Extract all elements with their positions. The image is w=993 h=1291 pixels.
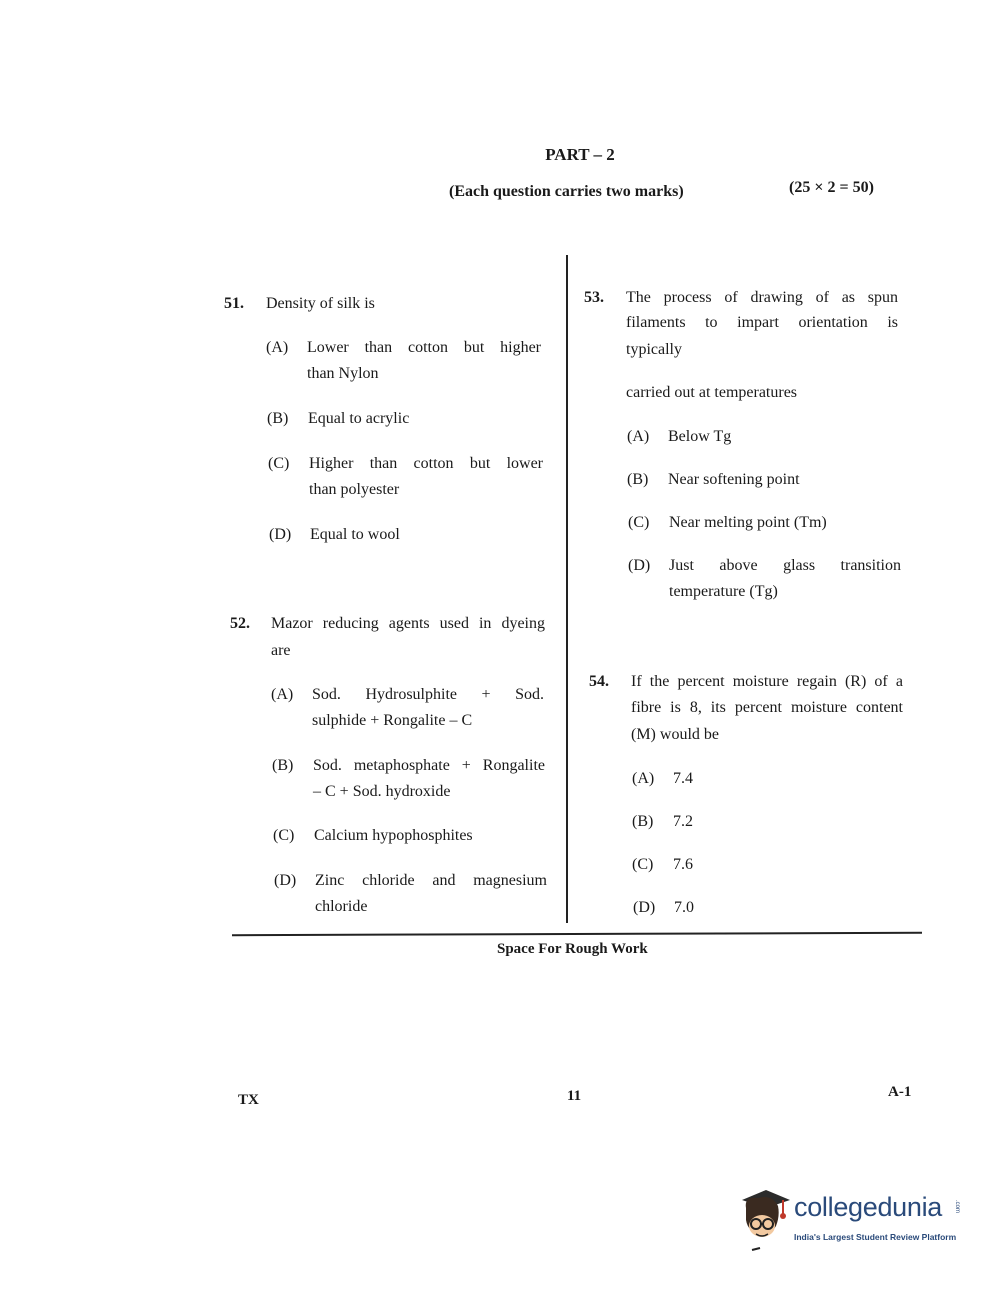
question-stem-cont: filaments to impart orientation is (626, 314, 898, 331)
question-number: 52. (230, 615, 250, 632)
marks-note: (Each question carries two marks) (449, 183, 684, 200)
part-title: PART – 2 (545, 145, 615, 164)
option-text: Near melting point (Tm) (669, 514, 827, 531)
question-stem: Mazor reducing agents used in dyeing (271, 615, 545, 632)
rough-work-divider (232, 932, 922, 936)
option-text: Sod. metaphosphate + Rongalite (313, 757, 545, 774)
option-text: 7.4 (673, 770, 693, 787)
option-text: Equal to acrylic (308, 410, 410, 427)
rough-work-label: Space For Rough Work (497, 941, 648, 957)
question-number: 53. (584, 289, 604, 306)
option-text: 7.0 (674, 899, 694, 916)
option-text: Near softening point (668, 471, 800, 488)
question-stem: The process of drawing of as spun (626, 289, 898, 306)
question-stem-cont: (M) would be (631, 726, 719, 743)
subject-code: TX (238, 1092, 259, 1108)
option-label: (A) (266, 339, 289, 356)
brand-name: collegedunia (794, 1192, 943, 1222)
option-label: (C) (268, 455, 290, 472)
page-number: 11 (567, 1088, 582, 1104)
option-text: Equal to wool (310, 526, 400, 543)
option-text: Just above glass transition (669, 557, 901, 574)
option-text: 7.6 (673, 856, 693, 873)
brand-domain: .com (954, 1200, 960, 1214)
option-text: Sod. Hydrosulphite + Sod. (312, 686, 544, 703)
option-text-cont: chloride (315, 898, 368, 915)
option-text: Calcium hypophosphites (314, 827, 473, 844)
option-text: Lower than cotton but higher (307, 339, 541, 356)
option-label: (D) (274, 872, 297, 889)
question-54 (589, 669, 909, 929)
marks-calculation: (25 × 2 = 50) (789, 179, 874, 196)
question-52 (230, 611, 560, 921)
option-text-cont: temperature (Tg) (669, 583, 778, 600)
option-text: 7.2 (673, 813, 693, 830)
option-label: (A) (627, 428, 650, 445)
question-number: 54. (589, 673, 609, 690)
option-text-cont: sulphide + Rongalite – C (312, 712, 473, 729)
question-stem: If the percent moisture regain (R) of a (631, 673, 903, 690)
question-51 (224, 291, 554, 561)
option-text-cont: than Nylon (307, 365, 379, 382)
booklet-series: A-1 (888, 1084, 912, 1100)
collegedunia-logo (736, 1186, 966, 1256)
option-label: (D) (269, 526, 292, 543)
question-stem-cont: are (271, 642, 291, 659)
option-label: (B) (627, 471, 649, 488)
graduate-mascot-icon (736, 1186, 792, 1252)
option-label: (C) (273, 827, 295, 844)
question-number: 51. (224, 295, 244, 312)
question-stem: Density of silk is (266, 295, 375, 312)
option-label: (B) (272, 757, 294, 774)
option-text: Higher than cotton but lower (309, 455, 543, 472)
question-53 (584, 285, 904, 605)
column-divider (566, 255, 568, 923)
option-label: (C) (628, 514, 650, 531)
option-label: (C) (632, 856, 654, 873)
option-text-cont: than polyester (309, 481, 400, 498)
option-label: (B) (632, 813, 654, 830)
option-label: (D) (628, 557, 651, 574)
option-label: (A) (632, 770, 655, 787)
option-text-cont: – C + Sod. hydroxide (313, 783, 451, 800)
question-stem-cont: carried out at temperatures (626, 384, 798, 401)
option-label: (B) (267, 410, 289, 427)
question-stem-cont: typically (626, 341, 682, 358)
option-text: Below Tg (668, 428, 732, 445)
brand-tagline: India's Largest Student Review Platform (794, 1232, 957, 1242)
option-text: Zinc chloride and magnesium (315, 872, 547, 889)
option-label: (A) (271, 686, 294, 703)
option-label: (D) (633, 899, 656, 916)
question-stem-cont: fibre is 8, its percent moisture content (631, 699, 903, 716)
